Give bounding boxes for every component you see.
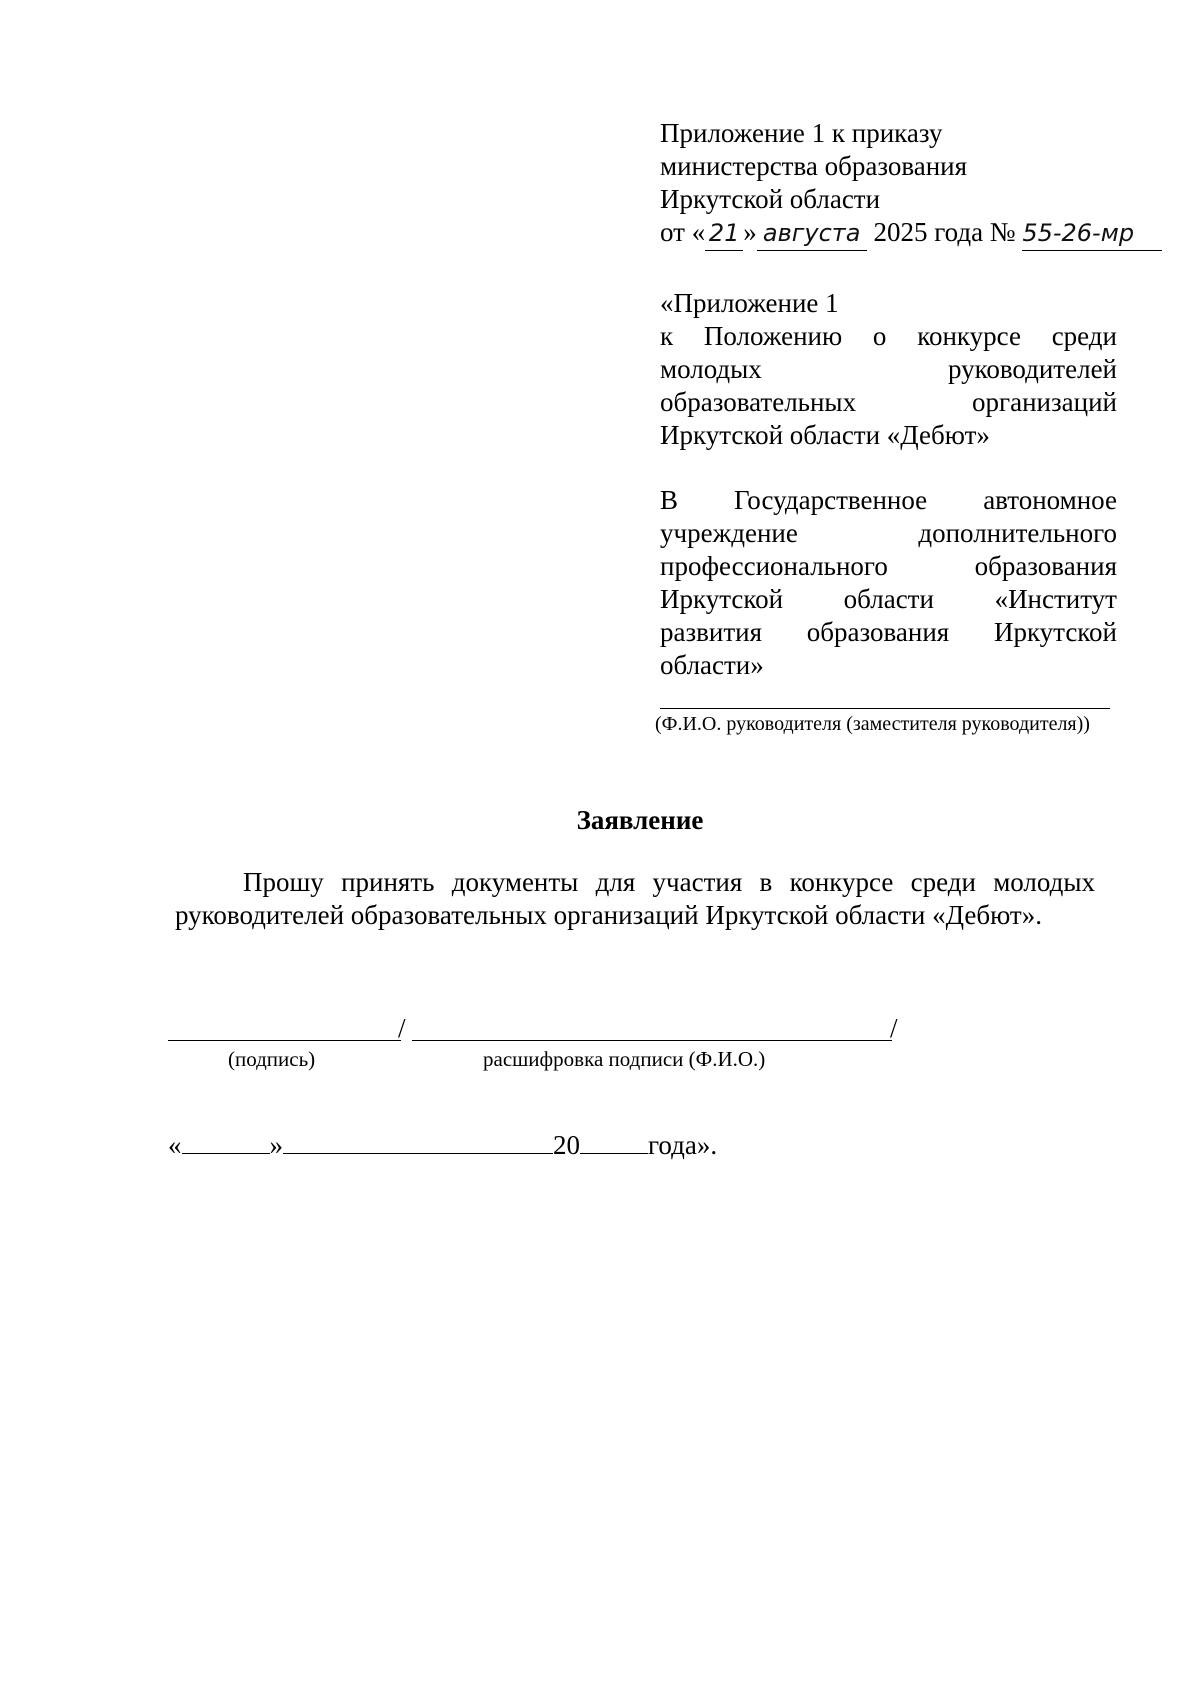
order-reference-line-3: Иркутской области xyxy=(660,184,881,214)
application-body-line-1: Прошу принять документы для участия в конкурсе среди молодых xyxy=(243,867,1095,897)
applicant-fio-caption: (Ф.И.О. руководителя (заместителя руководителя)) xyxy=(655,713,1090,735)
order-date-line xyxy=(660,216,1135,251)
application-body xyxy=(175,866,1095,932)
signature-decryption-field[interactable] xyxy=(412,1040,892,1041)
order-date-prefix: от « xyxy=(660,217,706,247)
order-day-field xyxy=(705,216,743,251)
addressee-line-2: учреждение дополнительного xyxy=(660,518,1117,548)
appendix-line-5: Иркутской области «Дебют» xyxy=(660,420,990,450)
order-month-handwritten: августа xyxy=(762,219,861,247)
order-year-text: 2025 года № xyxy=(873,217,1016,247)
order-reference-line-2: министерства образования xyxy=(660,151,968,181)
order-reference-line-1: Приложение 1 к приказу xyxy=(660,118,943,148)
signature-field[interactable] xyxy=(168,1040,401,1041)
appendix-line-1: «Приложение 1 xyxy=(660,288,839,318)
appendix-line-4: образовательных организаций xyxy=(660,387,1117,417)
date-year-field[interactable] xyxy=(580,1131,648,1154)
order-number-field xyxy=(1022,216,1162,251)
order-date-quote-close: » xyxy=(743,217,757,247)
order-day-handwritten: 21 xyxy=(708,219,740,247)
appendix-line-3: молодых руководителей xyxy=(660,354,1117,384)
date-month-field[interactable] xyxy=(283,1131,553,1154)
addressee-line-3: профессионального образования xyxy=(660,551,1117,581)
order-reference-block xyxy=(660,117,1135,251)
addressee-line-4: Иркутской области «Институт xyxy=(660,584,1117,614)
date-day-field[interactable] xyxy=(182,1131,270,1154)
document-title: Заявление xyxy=(576,805,704,835)
addressee-line-6: области» xyxy=(660,650,764,680)
order-month-field xyxy=(757,216,867,251)
addressee-line-1: В Государственное автономное xyxy=(660,485,1117,515)
signature-decryption-caption: расшифровка подписи (Ф.И.О.) xyxy=(483,1047,766,1071)
appendix-line-2: к Положению о конкурсе среди xyxy=(660,321,1117,351)
addressee-block xyxy=(660,484,1117,682)
date-close-quote: » xyxy=(269,1130,283,1160)
date-century: 20 xyxy=(553,1130,580,1160)
addressee-line-5: развития образования Иркутской xyxy=(660,617,1117,647)
date-open-quote: « xyxy=(168,1130,182,1160)
applicant-fio-field[interactable] xyxy=(660,708,1110,709)
signature-end-slash: / xyxy=(890,1013,898,1043)
date-line xyxy=(168,1130,717,1161)
signature-separator-slash: / xyxy=(398,1013,406,1043)
appendix-block xyxy=(660,287,1117,452)
order-number-handwritten: 55-26-мр xyxy=(1022,219,1135,247)
application-body-line-2: руководителей образовательных организаций Иркутской области «Дебют». xyxy=(175,900,1042,930)
date-suffix: года». xyxy=(648,1130,718,1160)
signature-caption: (подпись) xyxy=(228,1047,316,1071)
